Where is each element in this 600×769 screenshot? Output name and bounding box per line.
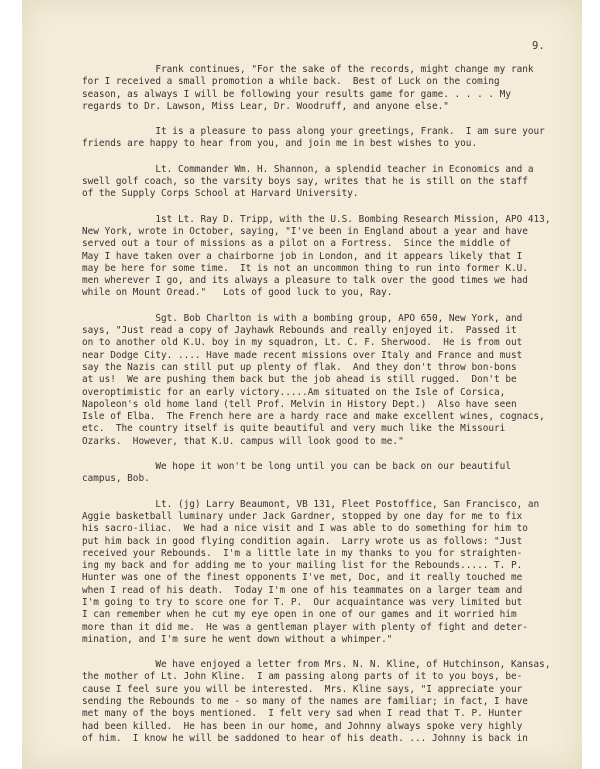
text-line: near Dodge City. .... Have made recent missions over Italy and France and must <box>82 349 523 361</box>
paragraph <box>82 126 552 151</box>
text-line: say the Nazis can still put up plenty of flak. And they don't throw bon-bons <box>82 361 517 373</box>
text-line: Napoleon's old home land (tell Prof. Melvin in History Dept.) Also have seen <box>82 398 517 410</box>
text-line: his sacro-iliac. We had a nice visit and I was able to do something for him to <box>82 523 528 535</box>
page-number: 9. <box>532 40 545 52</box>
text-line: It is a pleasure to pass along your greetings, Frank. I am sure your <box>82 126 545 138</box>
text-line: of the Supply Corps School at Harvard University. <box>82 188 359 200</box>
text-line: I'm going to try to score one for T. P. Our acquaintance was very limited but <box>82 596 523 608</box>
text-line: New York, wrote in October, saying, "I've been in England about a year and have <box>82 225 528 237</box>
text-line: campus, Bob. <box>82 473 150 485</box>
text-line: put him back in good flying condition again. Larry wrote us as follows: "Just <box>82 535 523 547</box>
document-page <box>22 0 582 769</box>
text-line: Lt. (jg) Larry Beaumont, VB 131, Fleet Postoffice, San Francisco, an <box>82 498 540 510</box>
text-line: cause I feel sure you will be interested. Mrs. Kline says, "I appreciate your <box>82 683 523 695</box>
text-line: ing my back and for adding me to your mailing list for the Rebounds..... T. P. <box>82 560 523 572</box>
text-line: We hope it won't be long until you can be back on our beautiful <box>82 461 511 473</box>
letter-body <box>82 64 552 758</box>
text-line: season, as always I will be following your results game for game. . . . . My <box>82 88 511 100</box>
paragraph <box>82 164 552 201</box>
paragraph <box>82 64 552 113</box>
text-line: served out a tour of missions as a pilot on a Fortress. Since the middle of <box>82 238 511 250</box>
text-line: Sgt. Bob Charlton is with a bombing group, APO 650, New York, and <box>82 312 523 324</box>
text-line: I can remember when he cut my eye open in one of our games and it worried him <box>82 609 517 621</box>
text-line: Isle of Elba. The French here are a hardy race and make excellent wines, cognacs, <box>82 411 545 423</box>
paragraph <box>82 461 552 486</box>
text-line: met many of the boys mentioned. I felt very sad when I read that T. P. Hunter <box>82 708 523 720</box>
text-line: Lt. Commander Wm. H. Shannon, a splendid teacher in Economics and a <box>82 163 534 175</box>
text-line: 1st Lt. Ray D. Tripp, with the U.S. Bombing Research Mission, APO 413, <box>82 213 551 225</box>
text-line: had been killed. He has been in our home, and Johnny always spoke very highly <box>82 720 523 732</box>
text-line: Frank continues, "For the sake of the records, might change my rank <box>82 64 534 75</box>
text-line: men wherever I go, and its always a pleasure to talk over the good times we had <box>82 275 528 287</box>
paragraph <box>82 214 552 300</box>
text-line: mination, and I'm sure he went down without a whimper." <box>82 633 393 645</box>
text-line: Ozarks. However, that K.U. campus will look good to me." <box>82 435 404 447</box>
text-line: may be here for some time. It is not an uncommon thing to run into former K.U. <box>82 262 528 274</box>
paragraph <box>82 659 552 745</box>
paragraph <box>82 313 552 448</box>
text-line: Aggie basketball luminary under Jack Gardner, stopped by one day for me to fix <box>82 510 523 522</box>
text-line: more than it did me. He was a gentleman player with plenty of fight and deter- <box>82 621 528 633</box>
text-line: Hunter was one of the finest opponents I've met, Doc, and it really touched me <box>82 572 523 584</box>
text-line: swell golf coach, so the varsity boys say, writes that he is still on the staff <box>82 176 528 188</box>
text-line: for I received a small promotion a while back. Best of Luck on the coming <box>82 76 500 88</box>
text-line: regards to Dr. Lawson, Miss Lear, Dr. Woodruff, and anyone else." <box>82 100 449 112</box>
text-line: says, "Just read a copy of Jayhawk Rebounds and really enjoyed it. Passed it <box>82 325 517 337</box>
text-line: at us! We are pushing them back but the job ahead is still rugged. Don't be <box>82 374 517 386</box>
text-line: while on Mount Oread." Lots of good luck to you, Ray. <box>82 287 393 299</box>
paragraph <box>82 499 552 647</box>
text-line: etc. The country itself is quite beautiful and very much like the Missouri <box>82 423 506 435</box>
text-line: overoptimistic for an early victory.....Am situated on the Isle of Corsica, <box>82 386 506 398</box>
text-line: the mother of Lt. John Kline. I am passing along parts of it to you boys, be- <box>82 671 523 683</box>
text-line: on to another old K.U. boy in my squadron, Lt. C. F. Sherwood. He is from out <box>82 337 523 349</box>
text-line: sending the Rebounds to me - so many of the names are familiar; in fact, I have <box>82 696 528 708</box>
text-line: May I have taken over a chairborne job in London, and it appears likely that I <box>82 250 523 262</box>
text-line: We have enjoyed a letter from Mrs. N. N. Kline, of Hutchinson, Kansas, <box>82 659 551 671</box>
text-line: received your Rebounds. I'm a little late in my thanks to you for straighten- <box>82 547 523 559</box>
text-line: friends are happy to hear from you, and join me in best wishes to you. <box>82 138 478 150</box>
text-line: of him. I know he will be saddoned to hear of his death. ... Johnny is back in <box>82 732 528 744</box>
text-line: when I read of his death. Today I'm one of his teammates on a larger team and <box>82 584 523 596</box>
